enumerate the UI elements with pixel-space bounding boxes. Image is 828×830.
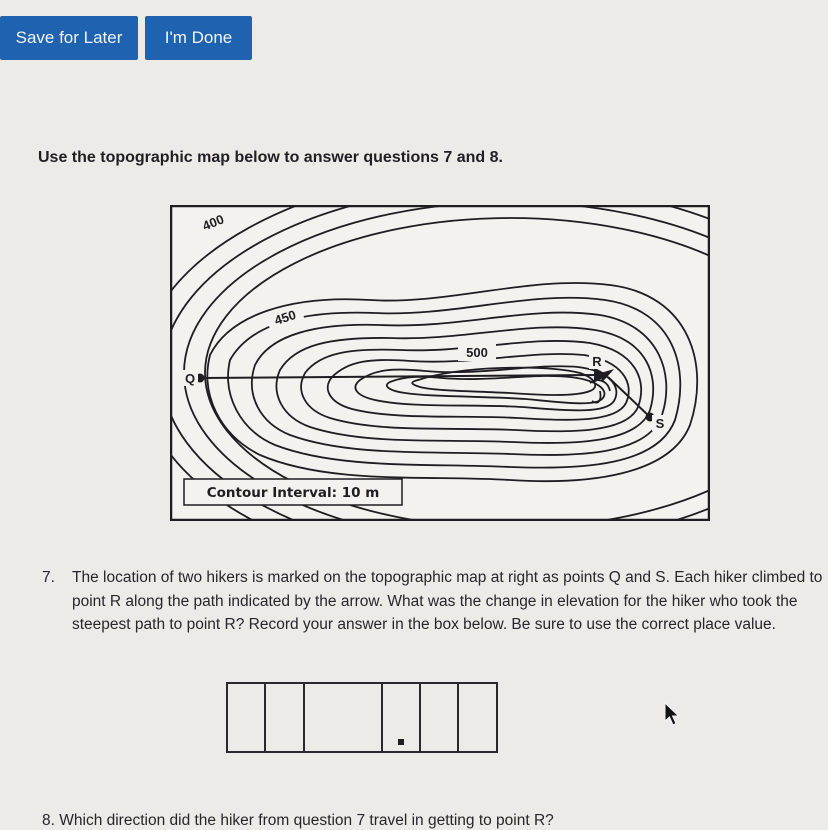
mouse-cursor-icon [664, 702, 680, 726]
topographic-map [170, 205, 710, 521]
question-8-number: 8. [42, 812, 55, 829]
decimal-point [398, 739, 404, 745]
contour-label-400: 400 [200, 211, 227, 234]
answer-cell[interactable] [421, 684, 459, 751]
point-s-label: S [655, 416, 665, 431]
answer-cell[interactable] [228, 684, 266, 751]
save-for-later-button[interactable]: Save for Later [0, 16, 138, 60]
point-r-label: R [592, 354, 602, 369]
question-8-text: Which direction did the hiker from question 7 travel in getting to point R? [59, 812, 554, 829]
instruction-text: Use the topographic map below to answer questions 7 and 8. [38, 149, 503, 166]
answer-grid[interactable] [226, 682, 498, 753]
answer-cell[interactable] [459, 684, 496, 751]
contour-interval-text: Contour Interval: 10 m [206, 485, 380, 501]
contour-label-500: 500 [466, 345, 488, 360]
contour-label-450: 450 [272, 306, 298, 328]
decimal-point-cell [383, 684, 421, 751]
question-7-number: 7. [42, 569, 55, 586]
done-button[interactable]: I'm Done [145, 16, 252, 60]
point-q-label: Q [184, 371, 196, 386]
question-8 [42, 812, 822, 830]
question-7-text: The location of two hikers is marked on the topographic map at right as points Q and S. Each hiker climbed to point R along the path indicated by the arrow. What was the change in elevation for the hiker who took the steepest path to point R? Record your answer in the box below. Be sure to use the correct place value. [72, 569, 823, 633]
answer-cell[interactable] [305, 684, 383, 751]
answer-cell[interactable] [266, 684, 305, 751]
